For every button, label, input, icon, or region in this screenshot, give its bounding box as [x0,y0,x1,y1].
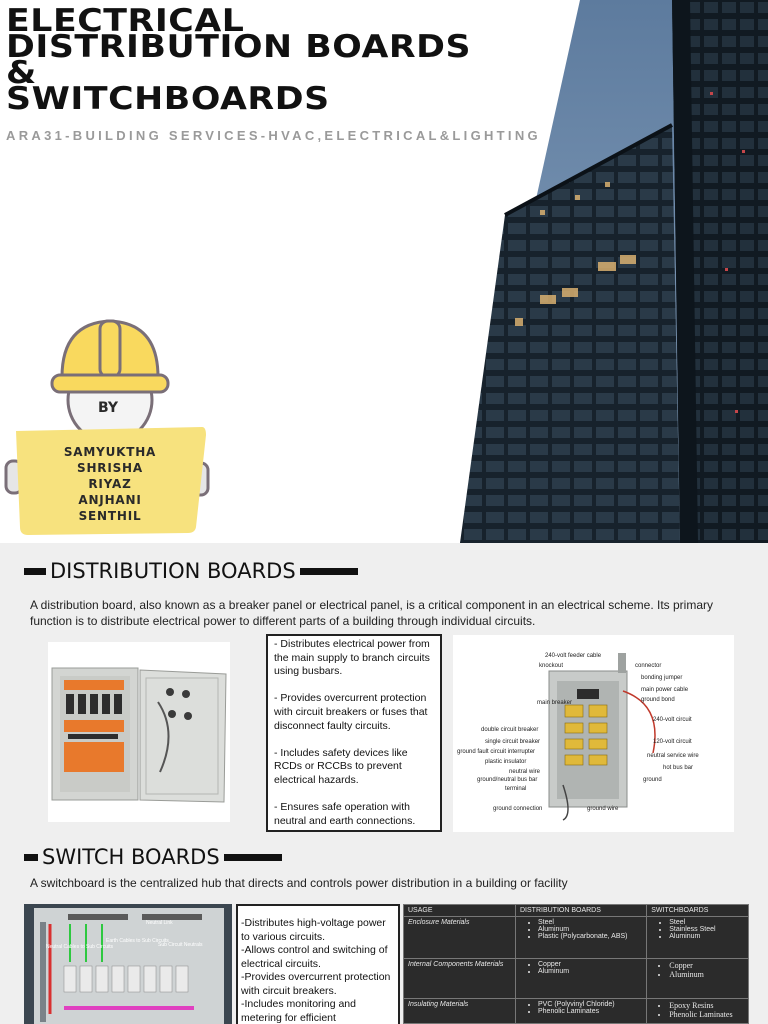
table-item: • Aluminum [538,926,642,933]
table-header: SWITCHBOARDS [647,905,749,917]
table-cell-usage: Insulating Materials [404,999,516,1024]
table-cell-usage: Enclosure Materials [404,917,516,959]
diagram-label: main power cable [641,687,689,693]
switchboard-heading [24,842,282,872]
table-item: • Phenolic Laminates [669,1010,744,1019]
table-cell [647,917,749,959]
author-name: SAMYUKTHA [63,445,157,459]
switchboard-heading-text: SWITCH BOARDS [42,845,220,869]
diagram-label: bonding jumper [641,675,683,681]
distribution-heading-text: DISTRIBUTION BOARDS [50,559,296,583]
diagram-label: main breaker [537,700,573,706]
table-row [404,959,749,999]
table-header: DISTRIBUTION BOARDS [516,905,647,917]
distribution-board-photo [48,642,230,822]
heading-bar-left [24,854,38,861]
diagram-label: ground [643,777,662,783]
diagram-label: ground wire [587,806,619,812]
diagram-label: 240-volt feeder cable [545,653,602,659]
bullet-line: metering for efficient [241,1011,336,1024]
bullet-item: - Provides overcurrent protection with circuit breakers or fuses that disconnect faulty circuits. [274,692,428,732]
distribution-bullets [266,634,442,832]
table-item: • Steel [538,919,642,926]
switchboard-paragraph: A switchboard is the centralized hub that directs and controls power distribution in a building or facility [30,876,568,890]
heading-bar-right [224,854,282,861]
table-item: • Plastic (Polycarbonate, ABS) [538,933,642,940]
diagram-label: connector [635,663,662,669]
table-cell [516,917,647,959]
materials-table [403,904,749,1024]
table-cell [647,999,749,1024]
bullet-item: - Ensures safe operation with neutral and earth connections. [274,801,416,827]
heading-bar-right [300,568,358,575]
distribution-paragraph: A distribution board, also known as a breaker panel or electrical panel, is a critical component in an electrical scheme. Its primary function is to distribute electrical power to different parts of a building through individual circuits. [30,598,713,628]
table-cell [516,999,647,1024]
panel-diagram [453,635,734,832]
table-row [404,999,749,1024]
title-line-4: SWITCHBOARDS [6,81,330,117]
table-cell-usage: Internal Components Materials [404,959,516,999]
diagram-label: hot bus bar [663,765,694,771]
table-row [404,917,749,959]
bullet-item: - Includes safety devices like RCDs or RCCBs to prevent electrical hazards. [274,746,408,786]
diagram-label: ground connection [493,806,543,812]
diagram-label: 120-volt circuit [653,739,692,745]
diagram-label: neutral wire [509,769,541,775]
title-line-3: & [6,55,37,91]
diagram-label: neutral service wire [647,753,699,759]
bullet-line: -Provides overcurrent protection [241,971,391,983]
switchboard-bullets [236,904,400,1024]
bullet-item: - Distributes electrical power from the main supply to branch circuits using busbars. [274,638,430,678]
diagram-label: double circuit breaker [481,727,539,733]
table-item: • Phenolic Laminates [538,1008,642,1015]
bullet-line: to various circuits. [241,930,326,943]
diagram-label: terminal [505,786,527,792]
table-cell [647,959,749,999]
author-name: ANJHANI [78,493,142,507]
heading-bar-left [24,568,46,575]
table-item: • Copper [538,961,642,968]
diagram-label: single circuit breaker [485,739,541,745]
distribution-heading [24,556,358,586]
author-name: SENTHIL [78,509,142,523]
switchboard-photo [24,904,232,1024]
photo-label: Earth Cables to Sub Circuits [106,938,169,944]
table-item: • Aluminum [669,970,744,979]
table-item: • Copper [669,961,744,970]
diagram-label: ground bond [641,697,675,703]
author-name: SHRISHA [77,461,143,475]
table-item: • PVC (Polyvinyl Chloride) [538,1001,642,1008]
course-subtitle: ARA31-BUILDING SERVICES-HVAC,ELECTRICAL&LIGHTING [6,128,541,143]
by-label: BY [97,400,119,416]
table-item: • Steel [669,919,744,926]
table-item: • Stainless Steel [669,926,744,933]
bullet-line: -Allows control and switching of [241,944,388,956]
table-header-row [404,905,749,917]
photo-label: Neutral Link [146,920,173,926]
bullet-line: electrical circuits. [241,957,321,970]
table-item: • Epoxy Resins [669,1001,744,1010]
bullet-line: -Distributes high-voltage power [241,917,386,929]
diagram-label: 240-volt circuit [653,717,692,723]
bullet-line: -Includes monitoring and [241,998,356,1010]
table-item: • Aluminum [669,933,744,940]
table-item: • Aluminum [538,968,642,975]
diagram-label: ground/neutral bus bar [477,777,538,783]
bullet-line: with circuit breakers. [241,984,337,997]
author-name: RIYAZ [88,477,132,491]
photo-label: Neutral Cables to Sub Circuits [46,944,113,950]
table-header: USAGE [404,905,516,917]
table-cell [516,959,647,999]
diagram-label: ground fault circuit interrupter [457,749,536,755]
title-line-1: ELECTRICAL [6,3,245,39]
diagram-label: knockout [539,663,564,669]
title-line-2: DISTRIBUTION BOARDS [6,29,472,65]
photo-label: Sub Circuit Neutrals [158,942,203,948]
diagram-label: plastic insulator [485,759,527,765]
